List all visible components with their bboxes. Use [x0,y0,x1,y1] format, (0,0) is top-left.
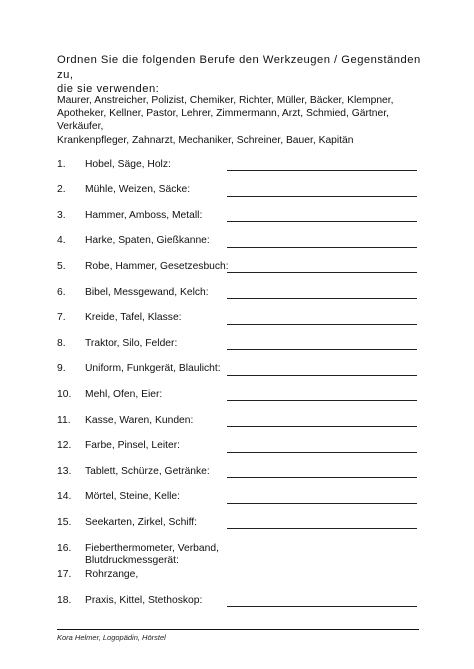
item-clue: Hammer, Amboss, Metall: [85,210,203,221]
word-list-line-3: Krankenpfleger, Zahnarzt, Mechaniker, Schreiner, Bauer, Kapitän [57,134,354,146]
item-number: 18. [57,595,72,606]
answer-line[interactable] [227,477,417,478]
answer-line[interactable] [227,400,417,401]
item-number: 10. [57,389,72,400]
item-number: 8. [57,338,66,349]
answer-line[interactable] [227,298,417,299]
word-list-line-1: Maurer, Anstreicher, Polizist, Chemiker, Richter, Müller, Bäcker, Klempner, [57,95,394,106]
answer-line[interactable] [227,426,417,427]
item-clue: Traktor, Silo, Felder: [85,338,178,349]
item-number: 6. [57,287,66,298]
item-clue: Kasse, Waren, Kunden: [85,415,194,426]
item-clue: Hobel, Säge, Holz: [85,159,171,170]
answer-line[interactable] [227,324,417,325]
answer-line[interactable] [227,272,417,273]
item-clue: Mörtel, Steine, Kelle: [85,491,181,502]
item-number: 16. [57,543,72,554]
item-number: 17. [57,569,72,580]
item-number: 5. [57,261,66,272]
answer-line[interactable] [227,196,417,197]
answer-line[interactable] [227,375,417,376]
heading-line-2: die sie verwenden: [57,83,160,95]
answer-line[interactable] [227,349,417,350]
item-clue: Robe, Hammer, Gesetzesbuch: [85,261,229,272]
heading-line-1: Ordnen Sie die folgenden Berufe den Werkzeugen / Gegenständen zu, [57,54,421,81]
answer-line[interactable] [227,452,417,453]
item-number: 1. [57,159,66,170]
item-number: 2. [57,184,66,195]
item-clue: Rohrzange, [85,569,139,580]
footer-rule [57,629,419,630]
item-clue: Seekarten, Zirkel, Schiff: [85,517,197,528]
item-number: 15. [57,517,72,528]
item-number: 11. [57,415,71,426]
item-clue: Uniform, Funkgerät, Blaulicht: [85,363,221,374]
answer-line[interactable] [227,503,417,504]
item-number: 9. [57,363,66,374]
item-clue: Fieberthermometer, Verband, Blutdruckmessgerät: [85,543,219,566]
item-number: 3. [57,210,66,221]
item-clue: Kreide, Tafel, Klasse: [85,312,182,323]
answer-line[interactable] [227,170,417,171]
item-clue: Mehl, Ofen, Eier: [85,389,163,400]
item-number: 13. [57,466,72,477]
footer-credit: Kora Helmer, Logopädin, Hörstel [57,633,166,642]
word-list-line-2: Apotheker, Kellner, Pastor, Lehrer, Zimmermann, Arzt, Schmied, Gärtner, Verkäufer, [57,108,389,133]
item-clue: Tablett, Schürze, Getränke: [85,466,210,477]
answer-line[interactable] [227,528,417,529]
answer-line[interactable] [227,247,417,248]
item-clue: Bibel, Messgewand, Kelch: [85,287,209,298]
answer-line[interactable] [227,606,417,607]
item-number: 12. [57,440,72,451]
item-clue: Harke, Spaten, Gießkanne: [85,235,210,246]
item-number: 14. [57,491,72,502]
item-clue: Praxis, Kittel, Stethoskop: [85,595,203,606]
item-clue: Mühle, Weizen, Säcke: [85,184,191,195]
answer-line[interactable] [227,221,417,222]
item-number: 7. [57,312,66,323]
item-number: 4. [57,235,66,246]
item-clue: Farbe, Pinsel, Leiter: [85,440,181,451]
